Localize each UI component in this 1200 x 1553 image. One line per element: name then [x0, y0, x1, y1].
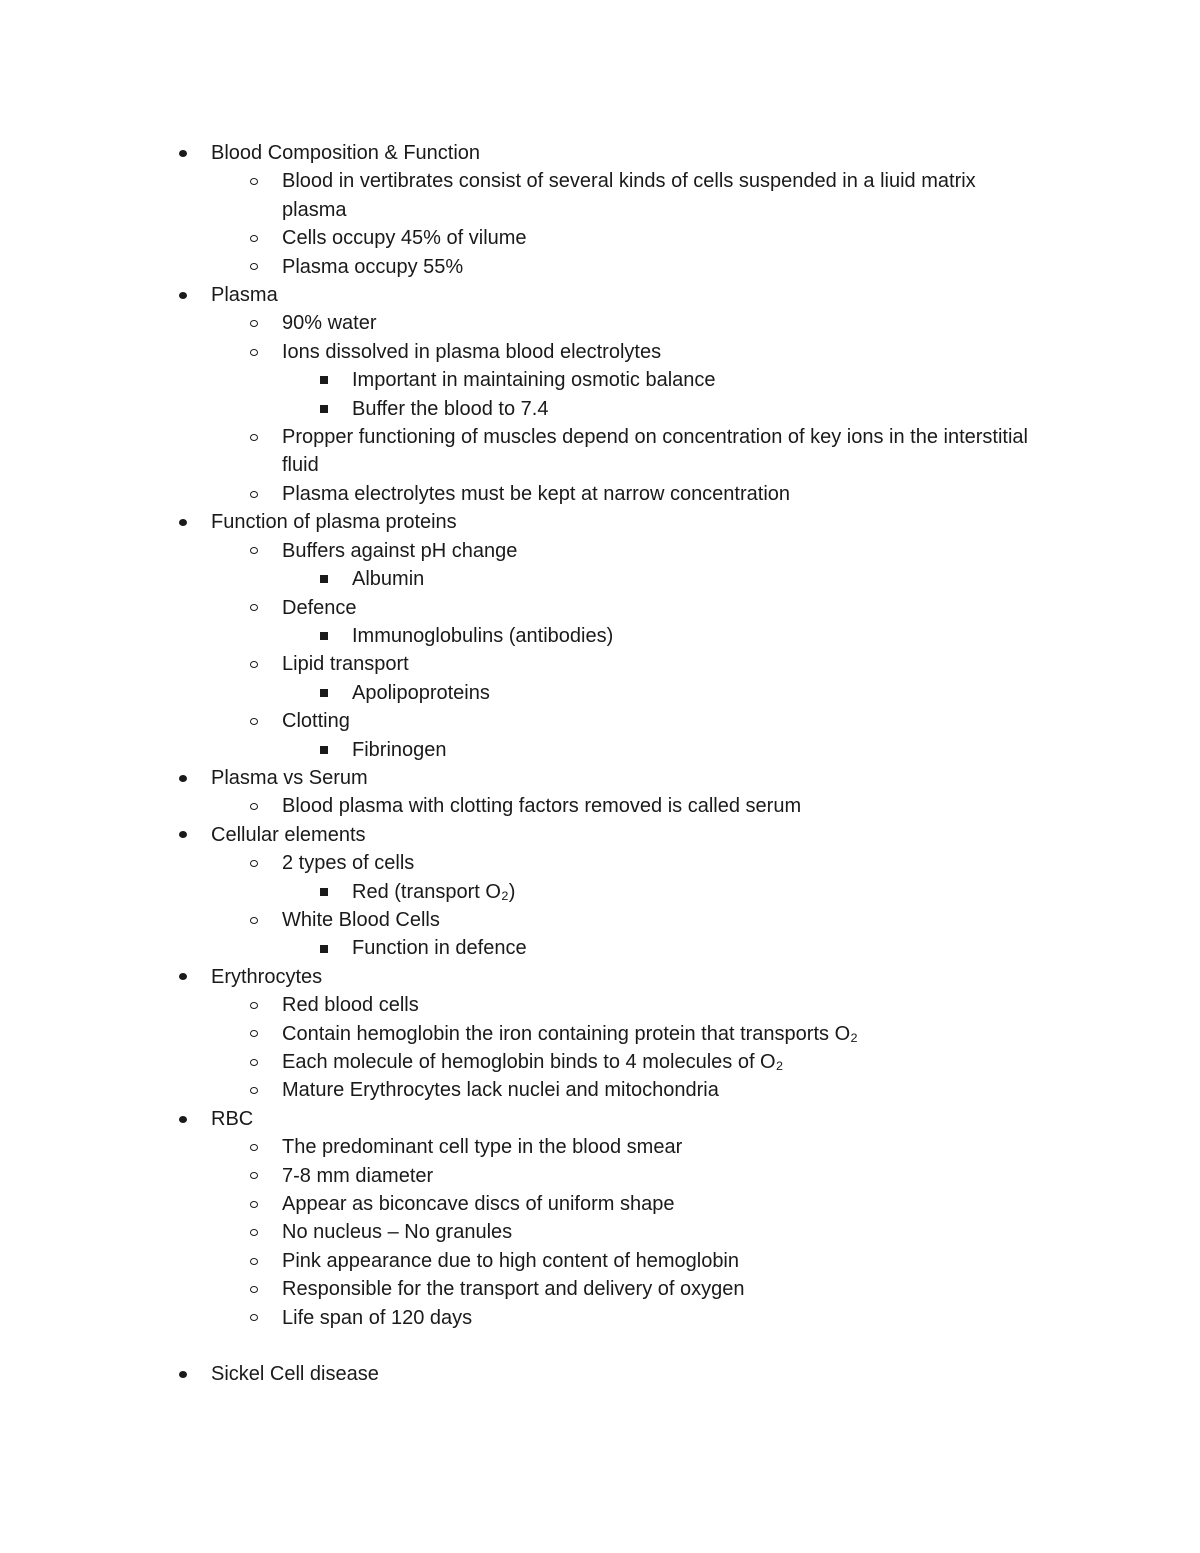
list-item-text: Plasma occupy 55%	[282, 255, 464, 278]
list-item-text: Plasma vs Serum	[211, 766, 368, 789]
circle-bullet-icon	[247, 792, 261, 820]
list-item-level-1	[0, 906, 1042, 934]
list-item-level-1	[0, 1304, 1042, 1332]
list-item-level-0	[0, 508, 1031, 536]
square-bullet-icon	[317, 395, 331, 423]
list-item-text: Erythrocytes	[211, 965, 323, 988]
list-item-level-1	[0, 423, 1042, 480]
circle-bullet-icon	[247, 1076, 261, 1104]
circle-bullet-icon	[247, 224, 261, 252]
list-item-text: Contain hemoglobin the iron containing protein that transports O₂	[282, 1022, 858, 1045]
list-item-level-1	[0, 991, 1042, 1019]
list-item-text: Red (transport O₂)	[352, 880, 516, 903]
list-item-text: Life span of 120 days	[282, 1306, 473, 1329]
list-item-level-2	[0, 736, 1042, 764]
list-item-level-2	[0, 679, 1042, 707]
disc-bullet-icon	[176, 1360, 190, 1388]
list-item-text: Fibrinogen	[352, 738, 447, 761]
circle-bullet-icon	[247, 1162, 261, 1190]
list-item-level-2	[0, 565, 1042, 593]
circle-bullet-icon	[247, 1190, 261, 1218]
list-item-text: The predominant cell type in the blood smear	[282, 1136, 683, 1159]
list-item-level-1	[0, 849, 1042, 877]
circle-bullet-icon	[247, 1133, 261, 1161]
circle-bullet-icon	[247, 480, 261, 508]
list-item-level-1	[0, 167, 1042, 224]
circle-bullet-icon	[247, 707, 261, 735]
circle-bullet-icon	[247, 537, 261, 565]
list-item-text: 2 types of cells	[282, 852, 415, 875]
square-bullet-icon	[317, 878, 331, 906]
list-item-text: Function in defence	[352, 937, 527, 960]
list-item-text: Propper functioning of muscles depend on concentration of key ions in the interstitial fluid	[282, 426, 1028, 477]
circle-bullet-icon	[247, 1218, 261, 1246]
list-item-text: 90% water	[282, 312, 377, 335]
list-item-level-0	[0, 1360, 1031, 1388]
list-item-text: Clotting	[282, 710, 350, 733]
circle-bullet-icon	[247, 253, 261, 281]
list-item-level-2	[0, 395, 1042, 423]
disc-bullet-icon	[176, 764, 190, 792]
list-item-text: Function of plasma proteins	[211, 511, 457, 534]
circle-bullet-icon	[247, 167, 261, 195]
list-item-text: Immunoglobulins (antibodies)	[352, 624, 614, 647]
list-item-level-1	[0, 1190, 1042, 1218]
square-bullet-icon	[317, 622, 331, 650]
list-item-level-1	[0, 338, 1042, 366]
square-bullet-icon	[317, 679, 331, 707]
list-item-level-1	[0, 594, 1042, 622]
list-item-text: Red blood cells	[282, 994, 419, 1017]
circle-bullet-icon	[247, 1247, 261, 1275]
disc-bullet-icon	[176, 821, 190, 849]
list-item-text: Cells occupy 45% of vilume	[282, 227, 527, 250]
list-item-text: Mature Erythrocytes lack nuclei and mitochondria	[282, 1079, 719, 1102]
list-item-text: Each molecule of hemoglobin binds to 4 molecules of O₂	[282, 1051, 784, 1073]
disc-bullet-icon	[176, 508, 190, 536]
list-item-level-1	[0, 1076, 1042, 1104]
list-item-level-1	[0, 253, 1042, 281]
circle-bullet-icon	[247, 1275, 261, 1303]
disc-bullet-icon	[176, 1105, 190, 1133]
list-item-level-2	[0, 878, 1042, 906]
list-item-level-2	[0, 934, 1042, 962]
list-item-text: Blood Composition & Function	[211, 142, 481, 164]
list-item-text: Important in maintaining osmotic balance	[352, 369, 716, 392]
list-item-level-1	[0, 1020, 1042, 1048]
list-item-level-1	[0, 650, 1042, 678]
circle-bullet-icon	[247, 338, 261, 366]
list-item-text: Appear as biconcave discs of uniform shape	[282, 1193, 675, 1216]
circle-bullet-icon	[247, 423, 261, 451]
list-item-level-1	[0, 537, 1042, 565]
list-item-text: Plasma	[211, 284, 278, 307]
list-item-text: Plasma electrolytes must be kept at narrow concentration	[282, 482, 791, 505]
list-item-text: Apolipoproteins	[352, 681, 490, 704]
list-item-level-1	[0, 309, 1042, 337]
list-item-level-0	[0, 139, 1031, 167]
list-item-text: Cellular elements	[211, 823, 366, 846]
square-bullet-icon	[317, 736, 331, 764]
circle-bullet-icon	[247, 309, 261, 337]
circle-bullet-icon	[247, 1304, 261, 1332]
circle-bullet-icon	[247, 594, 261, 622]
list-item-level-1	[0, 1218, 1042, 1246]
list-item-text: Albumin	[352, 568, 425, 591]
list-item-text: RBC	[211, 1107, 254, 1130]
list-item-level-1	[0, 707, 1042, 735]
list-item-text: Buffer the blood to 7.4	[352, 397, 549, 420]
list-item-text: White Blood Cells	[282, 908, 440, 931]
blank-line	[0, 1332, 1200, 1360]
list-item-level-0	[0, 963, 1031, 991]
list-item-level-2	[0, 622, 1042, 650]
list-item-level-1	[0, 480, 1042, 508]
circle-bullet-icon	[247, 650, 261, 678]
list-item-text: Lipid transport	[282, 653, 409, 676]
list-item-level-0	[0, 764, 1031, 792]
circle-bullet-icon	[247, 906, 261, 934]
list-item-text: Buffers against pH change	[282, 539, 518, 562]
circle-bullet-icon	[247, 849, 261, 877]
list-item-level-1	[0, 1133, 1042, 1161]
square-bullet-icon	[317, 565, 331, 593]
list-item-text: No nucleus – No granules	[282, 1221, 513, 1244]
list-item-level-0	[0, 1105, 1031, 1133]
list-item-level-1	[0, 792, 1042, 820]
list-item-text: Blood in vertibrates consist of several kinds of cells suspended in a liuid matrix plasma	[282, 170, 976, 221]
list-item-level-1	[0, 224, 1042, 252]
list-item-level-1	[0, 1048, 1042, 1076]
circle-bullet-icon	[247, 1048, 261, 1076]
disc-bullet-icon	[176, 963, 190, 991]
list-item-text: Defence	[282, 596, 357, 619]
list-item-text: Pink appearance due to high content of hemoglobin	[282, 1249, 740, 1272]
circle-bullet-icon	[247, 1020, 261, 1048]
circle-bullet-icon	[247, 991, 261, 1019]
square-bullet-icon	[317, 366, 331, 394]
list-item-text: Sickel Cell disease	[211, 1363, 379, 1386]
list-item-level-2	[0, 366, 1042, 394]
notes-document	[0, 139, 1200, 1389]
square-bullet-icon	[317, 934, 331, 962]
list-item-text: 7-8 mm diameter	[282, 1164, 434, 1187]
list-item-text: Responsible for the transport and delivery of oxygen	[282, 1278, 745, 1301]
list-item-level-0	[0, 821, 1031, 849]
list-item-level-1	[0, 1162, 1042, 1190]
list-item-level-1	[0, 1247, 1042, 1275]
disc-bullet-icon	[176, 139, 190, 167]
list-item-text: Blood plasma with clotting factors removed is called serum	[282, 795, 802, 818]
list-item-level-0	[0, 281, 1031, 309]
list-item-text: Ions dissolved in plasma blood electrolytes	[282, 340, 662, 363]
disc-bullet-icon	[176, 281, 190, 309]
list-item-level-1	[0, 1275, 1042, 1303]
